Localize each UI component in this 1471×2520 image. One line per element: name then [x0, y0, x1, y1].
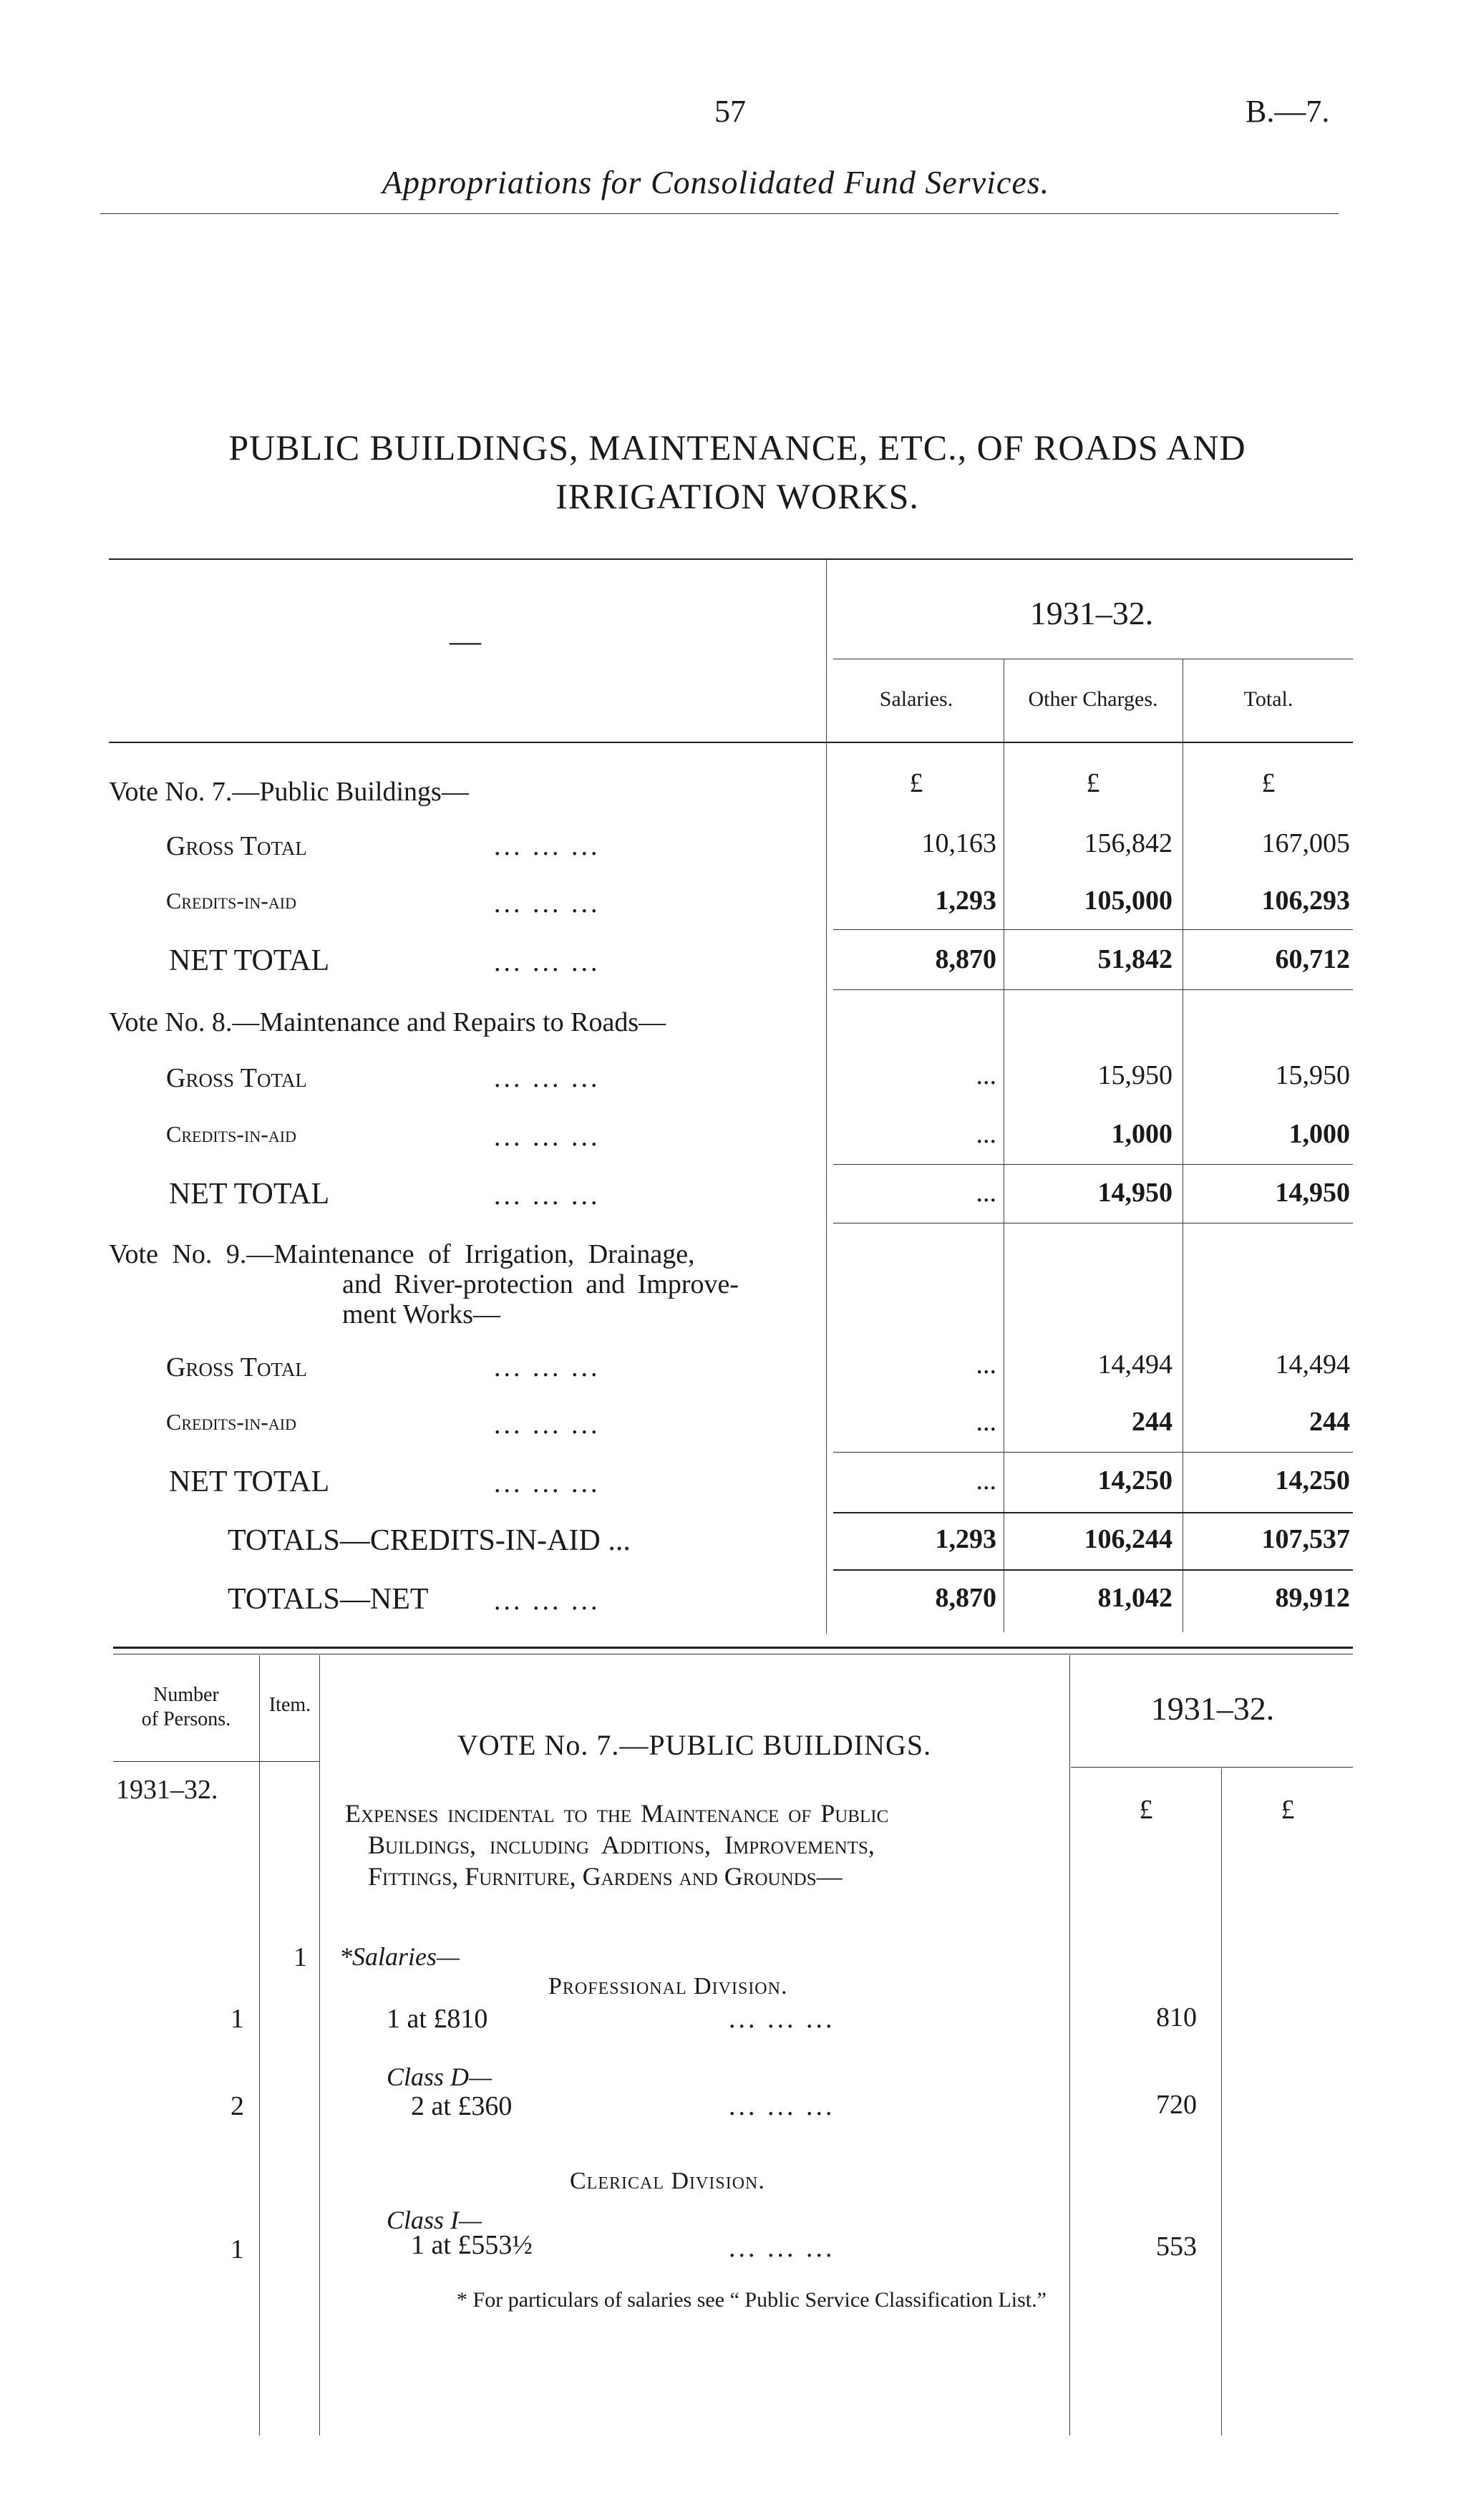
summary-year: 1931–32. — [1029, 595, 1154, 631]
v8-gross-total: 15,950 — [1275, 1060, 1350, 1090]
totals-net-label: TOTALS—NET — [228, 1583, 429, 1616]
page-reference: B.—7. — [1246, 94, 1330, 129]
totals-credits-total: 107,537 — [1261, 1524, 1350, 1554]
v9-net-label: NET TOTAL — [169, 1465, 330, 1498]
amount-divider — [1221, 1768, 1222, 2436]
persons-divider — [259, 1655, 260, 2436]
v7-bottom-rule — [833, 989, 1353, 990]
currency-salaries: £ — [909, 768, 923, 798]
summary-header-rule — [109, 742, 1353, 743]
v9-gross-label: Gross Total — [166, 1352, 307, 1382]
salaries-label: *Salaries— — [339, 1942, 460, 1971]
v9-credits-label: Credits-in-aid — [166, 1409, 296, 1435]
v7-net-label: NET TOTAL — [169, 944, 330, 977]
col-header-other-charges: Other Charges. — [1028, 687, 1158, 711]
totals-net-dots: ... ... ... — [494, 1586, 601, 1616]
v8-net-label: NET TOTAL — [169, 1178, 330, 1211]
v8-net-other: 14,950 — [1097, 1178, 1173, 1208]
detail-currency-2: £ — [1281, 1795, 1295, 1825]
v8-gross-other: 15,950 — [1097, 1060, 1173, 1090]
v9-net-dots: ... ... ... — [494, 1468, 601, 1498]
main-title-line-1: PUBLIC BUILDINGS, MAINTENANCE, ETC., OF ROADS AND — [228, 427, 1246, 467]
col-header-persons-line-1: Number — [153, 1684, 219, 1706]
class-d-label: Class D— — [387, 2063, 492, 2091]
col-header-persons-line-2: of Persons. — [141, 1708, 231, 1730]
row-2-dots: ... ... ... — [729, 2091, 835, 2121]
expenses-line-2: Buildings, including Additions, Improvements, — [368, 1831, 875, 1859]
v9-gross-dots: ... ... ... — [494, 1352, 601, 1382]
v9-credits-other: 244 — [1132, 1407, 1173, 1437]
v9-net-other: 14,250 — [1097, 1465, 1173, 1496]
page-number: 57 — [714, 94, 746, 129]
v7-gross-dots: ... ... ... — [494, 831, 601, 861]
v8-credits-label: Credits-in-aid — [166, 1121, 296, 1147]
row-2-persons: 2 — [230, 2091, 244, 2121]
expenses-line-3: Fittings, Furniture, Gardens and Grounds— — [368, 1862, 843, 1891]
row-3-amount: 553 — [1156, 2231, 1197, 2262]
v9-net-total: 14,250 — [1275, 1465, 1350, 1496]
col-header-salaries: Salaries. — [879, 687, 953, 711]
v7-credits-salaries: 1,293 — [935, 886, 996, 916]
detail-currency-1: £ — [1139, 1795, 1153, 1825]
totals-net-salaries: 8,870 — [935, 1583, 996, 1613]
totals-net-other: 81,042 — [1097, 1583, 1173, 1613]
v8-net-salaries: ... — [976, 1178, 996, 1208]
row-1-persons: 1 — [230, 2004, 244, 2034]
v8-credits-total: 1,000 — [1288, 1119, 1350, 1149]
vote-8-label: Vote No. 8.—Maintenance and Repairs to Roads— — [109, 1007, 666, 1037]
col-header-total: Total. — [1243, 687, 1293, 711]
col-header-item: Item. — [268, 1694, 311, 1716]
running-title: Appropriations for Consolidated Fund Services. — [382, 164, 1050, 200]
v9-credits-total: 244 — [1309, 1407, 1350, 1437]
v9-net-rule — [833, 1452, 1353, 1453]
v8-gross-salaries: ... — [976, 1060, 996, 1090]
v8-gross-dots: ... ... ... — [494, 1063, 601, 1093]
totals-credits-salaries: 1,293 — [935, 1524, 996, 1554]
professional-division: Professional Division. — [548, 1973, 788, 2000]
v7-gross-other: 156,842 — [1084, 828, 1173, 858]
totals-net-total: 89,912 — [1275, 1583, 1350, 1613]
currency-total: £ — [1261, 768, 1276, 798]
v8-net-dots: ... ... ... — [494, 1181, 601, 1211]
v8-net-total: 14,950 — [1275, 1178, 1350, 1208]
v7-gross-salaries: 10,163 — [921, 828, 996, 858]
row-2-label: 2 at £360 — [411, 2091, 513, 2121]
expenses-line-1: Expenses incidental to the Maintenance of Public — [345, 1799, 889, 1828]
totals-credits-label: TOTALS—CREDITS-IN-AID ... — [228, 1524, 631, 1557]
vote-7-label: Vote No. 7.—Public Buildings— — [109, 777, 469, 807]
v7-credits-other: 105,000 — [1084, 886, 1173, 916]
v7-credits-label: Credits-in-aid — [166, 888, 296, 914]
v9-credits-salaries: ... — [976, 1407, 996, 1437]
v7-net-salaries: 8,870 — [935, 944, 996, 974]
row-3-persons: 1 — [230, 2234, 244, 2264]
vote-7-title: VOTE No. 7.—PUBLIC BUILDINGS. — [457, 1729, 932, 1761]
class-i-label: Class I— — [387, 2206, 482, 2234]
v8-credits-salaries: ... — [976, 1119, 996, 1149]
detail-year: 1931–32. — [1150, 1690, 1275, 1727]
v8-credits-other: 1,000 — [1111, 1119, 1173, 1149]
totals-credits-other: 106,244 — [1084, 1524, 1173, 1554]
v8-gross-label: Gross Total — [166, 1063, 307, 1093]
v7-credits-dots: ... ... ... — [494, 888, 601, 919]
currency-other: £ — [1086, 768, 1100, 798]
v7-gross-total: 167,005 — [1261, 828, 1350, 858]
desc-divider — [1069, 1655, 1070, 2436]
v9-gross-total: 14,494 — [1275, 1349, 1350, 1380]
v9-net-salaries: ... — [976, 1465, 996, 1496]
summary-dash: — — [450, 624, 481, 659]
row-1-label: 1 at £810 — [387, 2004, 488, 2034]
v7-credits-total: 106,293 — [1261, 886, 1350, 916]
v9-credits-dots: ... ... ... — [494, 1410, 601, 1440]
item-divider — [319, 1655, 320, 2436]
persons-header-rule — [113, 1761, 319, 1762]
v7-net-other: 51,842 — [1097, 944, 1173, 974]
vote-9-label-line-1: Vote No. 9.—Maintenance of Irrigation, Drainage, — [109, 1239, 695, 1269]
row-1-amount: 810 — [1156, 2002, 1197, 2032]
v7-gross-label: Gross Total — [166, 831, 307, 861]
main-title-line-2: IRRIGATION WORKS. — [555, 476, 919, 516]
row-1-dots: ... ... ... — [729, 2004, 835, 2034]
v8-credits-dots: ... ... ... — [494, 1122, 601, 1152]
item-number: 1 — [293, 1942, 307, 1972]
persons-year: 1931–32. — [116, 1775, 218, 1805]
summary-divider — [826, 560, 827, 1634]
v9-gross-salaries: ... — [976, 1349, 996, 1380]
row-2-amount: 720 — [1156, 2090, 1197, 2120]
v8-net-rule — [833, 1164, 1353, 1165]
vote-9-label-line-3: ment Works— — [342, 1299, 501, 1329]
row-3-label: 1 at £553½ — [411, 2230, 533, 2260]
v7-net-dots: ... ... ... — [494, 947, 601, 977]
v9-bottom-rule — [833, 1512, 1353, 1513]
v9-gross-other: 14,494 — [1097, 1349, 1173, 1380]
footnote: * For particulars of salaries see “ Public Service Classification List.” — [457, 2288, 1047, 2312]
clerical-division: Clerical Division. — [570, 2168, 765, 2194]
detail-year-rule — [1071, 1767, 1353, 1768]
header-rule — [100, 213, 1339, 214]
summary-top-rule — [109, 558, 1353, 560]
v7-net-total: 60,712 — [1275, 944, 1350, 974]
totals-mid-rule — [833, 1569, 1353, 1571]
row-3-dots: ... ... ... — [729, 2233, 835, 2263]
v7-net-rule — [833, 929, 1353, 930]
vote-9-label-line-2: and River-protection and Improve- — [342, 1269, 739, 1299]
detail-top-rule — [113, 1647, 1353, 1649]
